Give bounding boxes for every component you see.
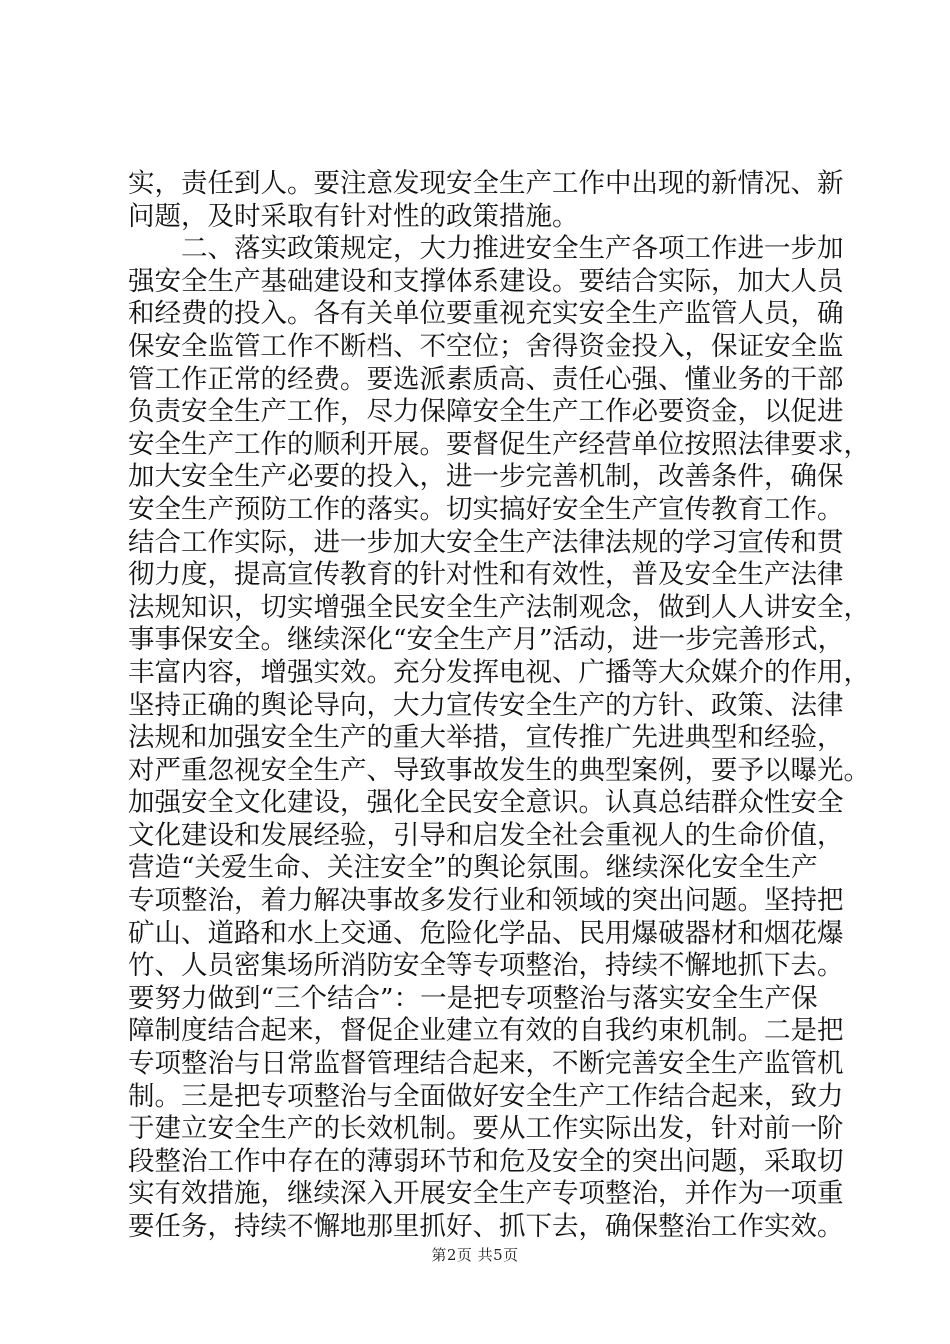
text-line: 对严重忽视安全生产、导致事故发生的典型案例，要予以曝光。 xyxy=(128,754,870,786)
text-line: 负责安全生产工作，尽力保障安全生产工作必要资金，以促进 xyxy=(128,396,844,428)
text-line: 竹、人员密集场所消防安全等专项整治，持续不懈地抓下去。 xyxy=(128,950,844,982)
text-line: 和经费的投入。各有关单位要重视充实安全生产监管人员，确 xyxy=(128,298,844,330)
text-line: 结合工作实际，进一步加大安全生产法律法规的学习宣传和贯 xyxy=(128,526,844,558)
text-line: 于建立安全生产的长效机制。要从工作实际出发，针对前一阶 xyxy=(128,1113,844,1145)
text-line: 制。三是把专项整治与全面做好安全生产工作结合起来，致力 xyxy=(128,1080,844,1112)
text-line: 强安全生产基础建设和支撑体系建设。要结合实际，加大人员 xyxy=(128,265,844,297)
text-line: 事事保安全。继续深化“安全生产月”活动，进一步完善形式， xyxy=(128,624,845,656)
text-line: 要努力做到“三个结合”：一是把专项整治与落实安全生产保 xyxy=(128,982,818,1014)
text-line: 彻力度，提高宣传教育的针对性和有效性，普及安全生产法律 xyxy=(128,559,844,591)
text-line: 丰富内容，增强实效。充分发挥电视、广播等大众媒介的作用， xyxy=(128,656,870,688)
text-line: 加强安全文化建设，强化全民安全意识。认真总结群众性安全 xyxy=(128,787,844,819)
document-body xyxy=(128,168,870,1244)
text-line: 问题，及时采取有针对性的政策措施。 xyxy=(128,200,579,232)
text-line: 要任务，持续不懈地那里抓好、抓下去，确保整治工作实效。 xyxy=(128,1211,844,1242)
text-line: 安全生产工作的顺利开展。要督促生产经营单位按照法律要求， xyxy=(128,428,870,460)
text-line: 二、落实政策规定，大力推进安全生产各项工作进一步加 xyxy=(128,233,844,265)
text-line: 管工作正常的经费。要选派素质高、责任心强、懂业务的干部 xyxy=(128,363,844,395)
text-line: 坚持正确的舆论导向，大力宣传安全生产的方针、政策、法律 xyxy=(128,689,844,721)
text-line: 营造“关爱生命、关注安全”的舆论氛围。继续深化安全生产 xyxy=(128,852,818,884)
text-line: 文化建设和发展经验，引导和启发全社会重视人的生命价值， xyxy=(128,819,844,851)
text-line: 加大安全生产必要的投入，进一步完善机制，改善条件，确保 xyxy=(128,461,844,493)
text-line: 专项整治，着力解决事故多发行业和领域的突出问题。坚持把 xyxy=(128,885,844,917)
text-line: 矿山、道路和水上交通、危险化学品、民用爆破器材和烟花爆 xyxy=(128,917,844,949)
text-line: 保安全监管工作不断档、不空位；舍得资金投入，保证安全监 xyxy=(128,330,844,362)
text-line: 实有效措施，继续深入开展安全生产专项整治，并作为一项重 xyxy=(128,1178,844,1210)
text-line: 实，责任到人。要注意发现安全生产工作中出现的新情况、新 xyxy=(128,168,844,199)
page-footer: 第2页 共5页 xyxy=(431,1246,519,1264)
text-line: 安全生产预防工作的落实。切实搞好安全生产宣传教育工作。 xyxy=(128,493,844,525)
text-line: 专项整治与日常监督管理结合起来，不断完善安全生产监管机 xyxy=(128,1048,844,1080)
text-line: 法规和加强安全生产的重大举措，宣传推广先进典型和经验， xyxy=(128,722,844,754)
text-line: 段整治工作中存在的薄弱环节和危及安全的突出问题，采取切 xyxy=(128,1145,844,1177)
text-line: 法规知识，切实增强全民安全生产法制观念，做到人人讲安全， xyxy=(128,591,870,623)
text-line: 障制度结合起来，督促企业建立有效的自我约束机制。二是把 xyxy=(128,1015,844,1047)
